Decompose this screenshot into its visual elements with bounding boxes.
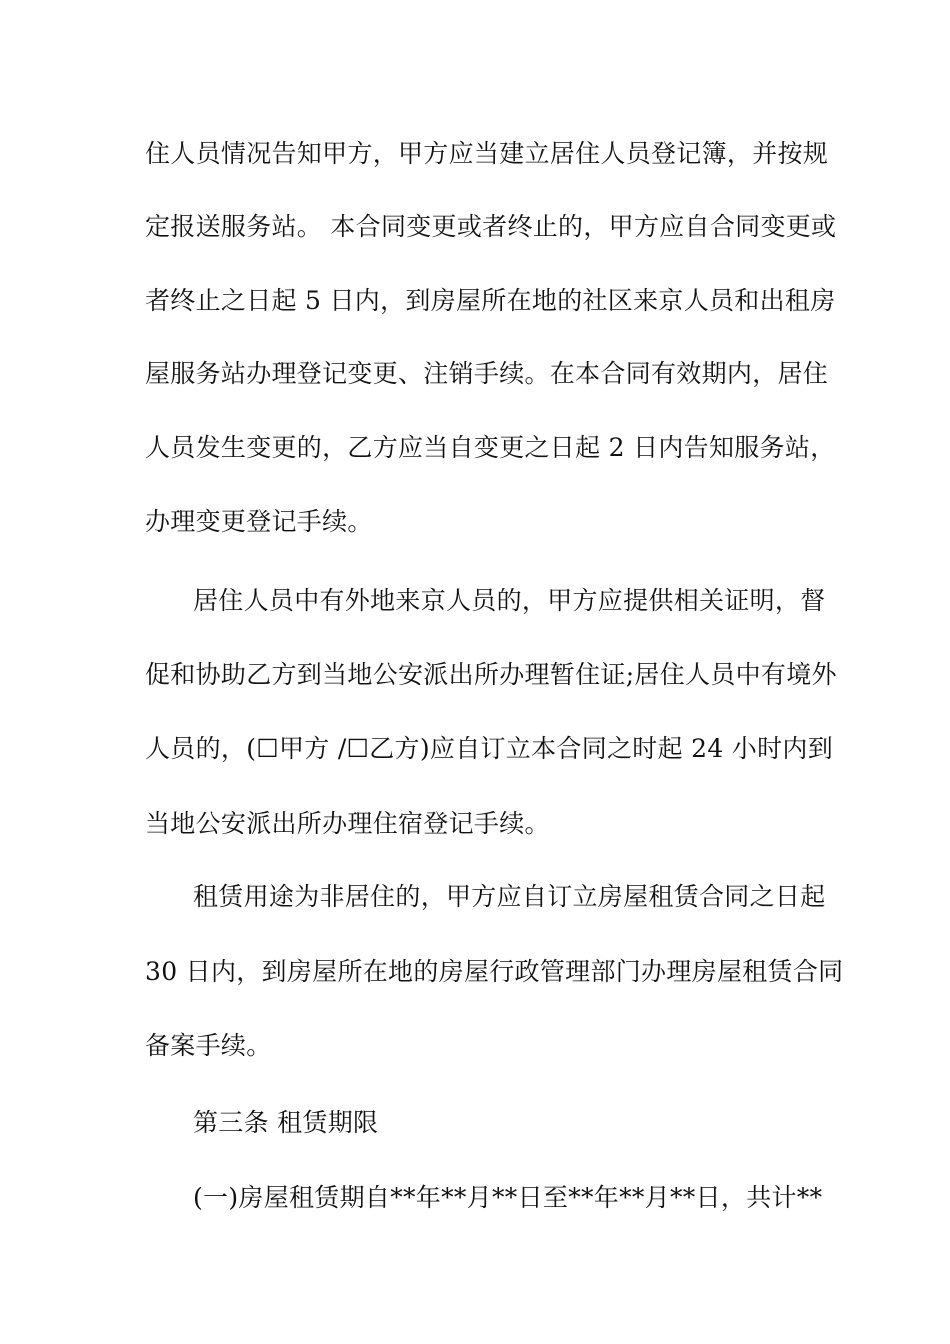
paragraph-line: 当地公安派出所办理住宿登记手续。: [145, 809, 550, 838]
paragraph-line: 办理变更登记手续。: [145, 507, 373, 536]
paragraph-line: 促和协助乙方到当地公安派出所办理暂住证;居住人员中有境外: [145, 660, 837, 689]
paragraph-line: 居住人员中有外地来京人员的，甲方应提供相关证明，督: [193, 586, 826, 615]
paragraph-line: 住人员情况告知甲方，甲方应当建立居住人员登记簿，并按规: [145, 139, 829, 168]
article-heading: 第三条 租赁期限: [193, 1108, 379, 1137]
paragraph-line: 者终止之日起 5 日内，到房屋所在地的社区来京人员和出租房: [145, 286, 836, 315]
paragraph-line: 租赁用途为非居住的，甲方应自订立房屋租赁合同之日起: [193, 882, 826, 911]
paragraph-line: 屋服务站办理登记变更、注销手续。在本合同有效期内，居住: [145, 359, 829, 388]
paragraph-line: 备案手续。: [145, 1031, 272, 1060]
clause-line: (一)房屋租赁期自**年**月**日至**年**月**日，共计**: [193, 1183, 823, 1212]
paragraph-line: 30 日内，到房屋所在地的房屋行政管理部门办理房屋租赁合同: [145, 957, 844, 986]
paragraph-line: 定报送服务站。 本合同变更或者终止的，甲方应自合同变更或: [145, 212, 837, 241]
paragraph-line: 人员的，(☐甲方 /☐乙方)应自订立本合同之时起 24 小时内到: [145, 734, 834, 763]
paragraph-line: 人员发生变更的，乙方应当自变更之日起 2 日内告知服务站，: [145, 433, 836, 462]
